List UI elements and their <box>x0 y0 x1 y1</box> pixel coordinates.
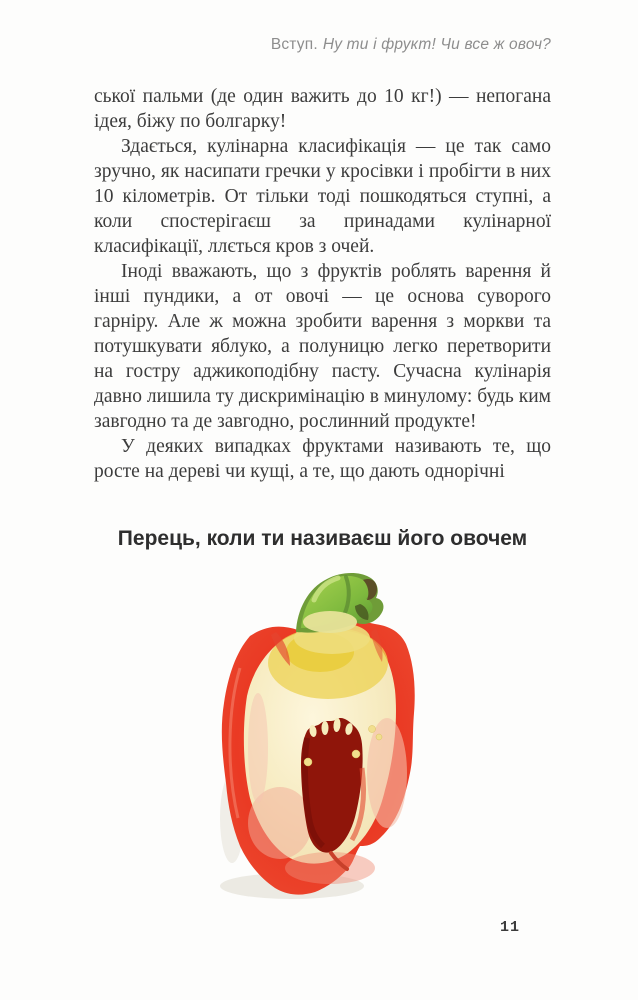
body-text-block <box>94 84 551 484</box>
page-number: 11 <box>500 919 521 936</box>
pepper-marbling <box>248 693 268 803</box>
paragraph: ської пальми (де один важить до 10 кг!) — непогана ідея, біжу по болгарку! <box>94 86 551 132</box>
paragraph: Іноді вважають, що з фруктів роблять варення й інші пундики, а от овочі — це основа суворого гарніру. Але ж можна зробити варення з моркви та потушкувати яблуко, а полуницю легко перетворити на гостру аджикоподібну пасту. Сучасна кулінарія давно лишила ту дискримінацію в минулому: будь ким завгодно та де завгодно, рослинний продукте! <box>94 261 551 432</box>
paragraph: У деяких випадках фруктами називають те, що росте на дереві чи кущі, а те, що дають однорічні <box>94 436 551 482</box>
running-header <box>94 36 551 54</box>
pepper-seed <box>369 726 376 733</box>
pepper-tooth <box>322 721 329 735</box>
figure-caption: Перець, коли ти називаєш його овочем <box>117 527 528 550</box>
pepper-marbling <box>285 852 375 884</box>
pepper-seed <box>376 734 382 740</box>
running-header-title: Ну ти і фрукт! Чи все ж овоч? <box>322 36 551 53</box>
pepper-photo <box>180 568 460 900</box>
pepper-seed <box>304 758 312 766</box>
pepper-marbling <box>367 718 407 828</box>
running-header-section: Вступ. <box>270 36 318 53</box>
pepper-seed <box>352 750 360 758</box>
pepper-stem-cut <box>303 611 357 633</box>
paragraph: Здається, кулінарна класифікація — це так само зручно, як насипати гречки у кросівки і пробігти в них 10 кілометрів. От тільки тоді пошкодяться ступні, а коли спостерігаєш за принадами кулінарної класифікації, ллється кров з очей. <box>94 136 551 257</box>
